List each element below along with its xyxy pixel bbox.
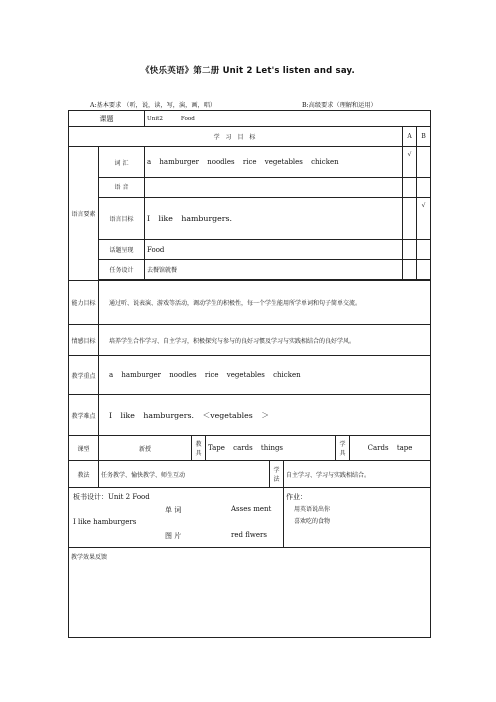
objectives-header: 学 习 目 标 (69, 127, 403, 147)
topic-label: 话题呈现 (99, 240, 145, 260)
col-b-header: B (417, 127, 431, 147)
emotion-text: 培养学生合作学习、自主学习，积极探究与参与的良好习惯及学习与实践相结合的良好学风。 (99, 325, 431, 356)
phonetics-label: 语 音 (99, 178, 145, 198)
advanced-requirement: B:高级要求（理解和运用） (302, 102, 377, 109)
topic-value: Food (145, 240, 403, 260)
emotion-label: 情感目标 (69, 325, 99, 356)
board-title: 板书设计：Unit 2 Food (73, 493, 150, 501)
difficult-points-label: 教学难点 (69, 395, 99, 436)
difficult-points-text: I like hamburgers. ＜vegetables ＞ (99, 395, 431, 436)
basic-requirement: A:基本要求 （听，说，读，写，演，画，唱） (90, 102, 217, 109)
homework-line2: 喜欢吃的食物 (294, 518, 331, 525)
lesson-label: 课题 (69, 111, 145, 127)
col-a-header: A (403, 127, 417, 147)
student-tools-label: 学具 (336, 436, 350, 461)
ability-text: 通过听、说表演、游戏等活动，调动学生的积极性，每一个学生能用所学单词和句子简单交流。 (99, 281, 431, 325)
tools-label: 教具 (192, 436, 206, 461)
vocab-value: a hamburger noodles rice vegetables chicken (145, 147, 403, 178)
study-value: 自主学习、学习与实践相结合。 (284, 461, 431, 488)
board-word: 单 词 (165, 506, 182, 514)
board-picture: 图 片 (165, 532, 182, 540)
target-mark-b: √ (417, 198, 431, 240)
methods-label: 教法 (69, 461, 99, 488)
ability-label: 能力目标 (69, 281, 99, 325)
homework-line1: 用英语说出你 (294, 506, 331, 513)
task-value: 去餐馆就餐 (145, 260, 403, 280)
language-category: 语言要素 (69, 147, 99, 281)
board-assess: Asses ment (231, 505, 272, 513)
lesson-type-value: 新授 (99, 436, 192, 461)
vocab-label: 词 汇 (99, 147, 145, 178)
document-title: 《快乐英语》第二册 Unit 2 Let's listen and say. (141, 66, 355, 76)
student-tools-value: Cards tape (350, 436, 431, 461)
target-label: 语言目标 (99, 198, 145, 240)
lesson-plan-table (68, 110, 431, 638)
homework-label: 作业： (286, 493, 307, 501)
key-points-text: a hamburger noodles rice vegetables chicken (99, 356, 431, 395)
board-red: red flwers (231, 531, 267, 539)
task-label: 任务设计 (99, 260, 145, 280)
methods-value: 任务教学、愉快教学、师生互动 (99, 461, 270, 488)
lesson-unit: Unit2 (147, 115, 163, 122)
key-points-label: 教学重点 (69, 356, 99, 395)
lesson-type-label: 课型 (69, 436, 99, 461)
feedback-label: 教学效果反馈 (69, 548, 431, 638)
lesson-topic: Food (180, 115, 195, 122)
board-design (71, 492, 281, 546)
board-sentence: I like hamburgers (73, 518, 137, 526)
study-label: 学法 (270, 461, 284, 488)
vocab-mark-a: √ (403, 147, 417, 178)
tools-value: Tape cards things (206, 436, 336, 461)
target-value: I like hamburgers. (145, 198, 403, 240)
